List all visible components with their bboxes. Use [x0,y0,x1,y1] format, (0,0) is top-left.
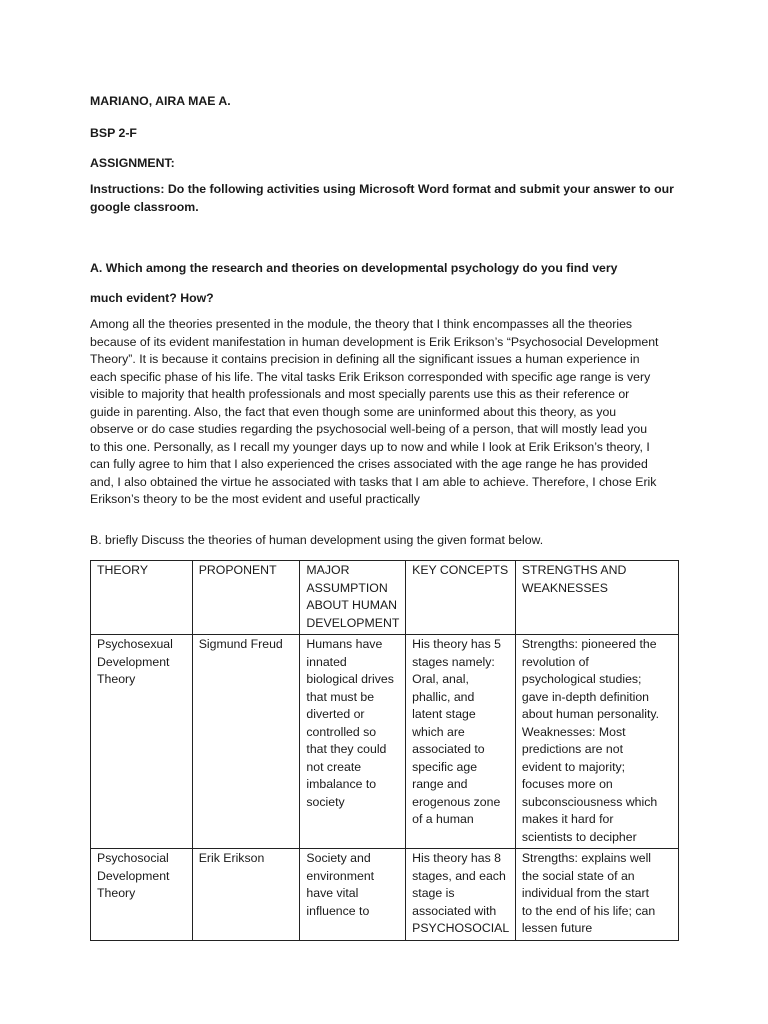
cell-text: society [306,794,345,809]
cell-text: about human personality. [521,707,660,721]
cell-proponent [192,849,300,941]
header-strengths-weaknesses [515,561,678,635]
header-text: ABOUT HUMAN [306,598,398,612]
cell-assumption [300,849,406,941]
cell-text: diverted or [306,707,365,721]
header-major-assumption [300,561,406,635]
answer-line: Erikson’s theory to be the most evident and useful practically [90,492,420,506]
cell-text: subconsciousness which [521,794,658,809]
cell-text: stages, and each [412,868,506,883]
cell-text: innated [306,654,347,669]
cell-text: His theory has 8 [412,851,501,865]
student-section: BSP 2-F [90,126,137,140]
theories-table [90,560,679,941]
cell-text: that must be [306,689,375,704]
cell-text: Weaknesses: Most [521,724,626,739]
cell-concepts [406,849,516,941]
cell-text: environment [306,868,375,883]
cell-text: of a human [412,812,474,826]
cell-text: latent stage [412,707,476,721]
question-a-line-1: A. Which among the research and theories on developmental psychology do you find very [90,261,618,275]
cell-text: Strengths: pioneered the [521,637,657,651]
table-row [91,849,679,941]
cell-text: range and [412,777,468,791]
header-text: KEY CONCEPTS [412,563,509,577]
cell-text: Humans have [306,637,383,651]
cell-text: that they could [306,742,387,756]
cell-text: have vital [306,886,359,900]
cell-theory [91,849,193,941]
answer-line: to this one. Personally, as I recall my younger days up to now and while I look at Erik Erikson’s theory, I [90,439,650,454]
cell-text: erogenous zone [412,794,501,809]
cell-text: Oral, anal, [412,672,469,686]
cell-text: makes it hard for [521,812,614,826]
answer-line: Among all the theories presented in the module, the theory that I think encompasses all the theories [90,317,633,331]
student-name: MARIANO, AIRA MAE A. [90,94,231,108]
header-text: WEAKNESSES [521,580,608,595]
question-a-line-2: much evident? How? [90,291,214,305]
answer-line: and, I also obtained the virtue he associated with tasks that I am able to achieve. Therefore, I chose Erik [90,474,657,489]
cell-text: which are [412,724,465,739]
header-theory [91,561,193,635]
answer-line: can fully agree to him that I also experienced the crises associated with the age range he has provided [90,457,648,471]
header-text: ASSUMPTION [306,580,388,595]
cell-text: associated to [412,742,485,756]
cell-text: to the end of his life; can [521,903,656,918]
cell-text: Theory [97,672,136,686]
cell-text: not create [306,759,362,774]
cell-text: Psychosexual [97,637,173,651]
cell-strengths [515,849,678,941]
cell-text: individual from the start [521,886,649,900]
cell-proponent [192,635,300,849]
cell-text: Psychosocial [97,851,169,865]
cell-text: biological drives [306,672,394,686]
cell-text: Sigmund Freud [198,637,283,651]
cell-text: PSYCHOSOCIAL [412,921,510,935]
cell-text: His theory has 5 [412,637,501,651]
header-proponent [192,561,300,635]
cell-text: associated with [412,903,497,918]
table-row [91,635,679,849]
cell-text: imbalance to [306,777,377,791]
header-text: PROPONENT [198,563,277,577]
table-header-row [91,561,679,635]
cell-text: lessen future [521,921,593,935]
header-key-concepts [406,561,516,635]
instructions [90,181,686,216]
cell-text: phallic, and [412,689,475,704]
cell-text: psychological studies; [521,672,642,686]
cell-text: Development [97,868,170,883]
answer-line: Theory”. It is because it contains precision in defining all the significant issues a human experience in [90,352,640,366]
cell-text: revolution of [521,654,589,669]
cell-text: evident to majority; [521,759,626,774]
cell-text: stages namely: [412,654,495,669]
cell-concepts [406,635,516,849]
cell-strengths [515,635,678,849]
cell-text: Erik Erikson [198,851,265,865]
header-text: MAJOR [306,563,350,577]
header-text: THEORY [97,563,149,577]
answer-line: observe or do case studies regarding the psychosocial well-being of a person, that will mostly lead you [90,422,648,436]
answer-a-paragraph [90,316,686,509]
cell-text: Theory [97,886,136,900]
cell-text: controlled so [306,724,377,739]
cell-text: focuses more on [521,777,613,791]
answer-line: visible to majority that health professionals and most specially parents use this as their reference or [90,387,630,401]
question-b: B. briefly Discuss the theories of human development using the given format below. [90,533,544,547]
cell-text: gave in-depth definition [521,689,650,704]
cell-text: stage is [412,886,455,900]
cell-text: Development [97,654,170,669]
cell-assumption [300,635,406,849]
answer-line: guide in parenting. Also, the fact that even though some are uninformed about this theory, as you [90,404,617,419]
cell-text: Society and [306,851,371,865]
cell-text: specific age [412,759,478,774]
cell-theory [91,635,193,849]
assignment-label: ASSIGNMENT: [90,156,175,170]
cell-text: the social state of an [521,868,635,883]
instructions-line: Instructions: Do the following activities using Microsoft Word format and submit your answer to our [90,182,674,196]
cell-text: Strengths: explains well [521,851,652,865]
answer-line: because of its evident manifestation in human development is Erik Erikson’s “Psychosocial Development [90,334,659,349]
header-text: STRENGTHS AND [521,563,627,577]
instructions-line: google classroom. [90,199,199,214]
cell-text: influence to [306,903,370,918]
cell-text: predictions are not [521,742,624,756]
answer-line: each specific phase of his life. The vital tasks Erik Erikson corresponded with specific age range is very [90,369,651,384]
cell-text: scientists to decipher [521,829,637,844]
header-text: DEVELOPMENT [306,615,400,630]
